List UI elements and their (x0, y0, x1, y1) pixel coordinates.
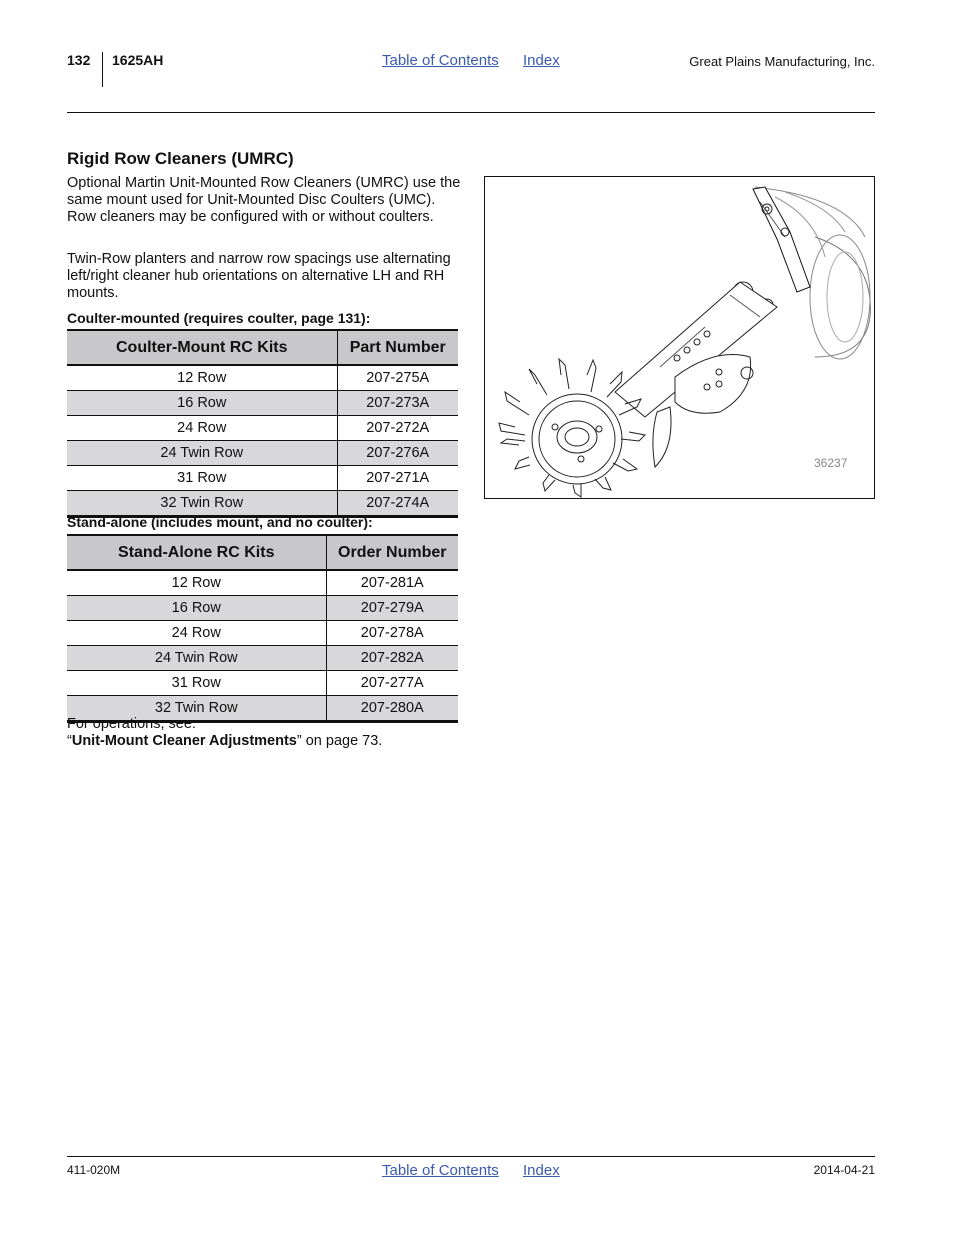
column-header: Coulter-Mount RC Kits (67, 330, 337, 365)
header-toc-link[interactable]: Table of Contents (382, 52, 499, 69)
part-number-cell: 207-272A (337, 416, 458, 441)
cleaner-adjustments-link[interactable]: Unit-Mount Cleaner Adjustments (71, 733, 297, 749)
part-number-cell: 207-276A (337, 441, 458, 466)
document-number: 411-020M (67, 1163, 121, 1177)
model-name: 1625AH (112, 52, 164, 68)
section-title: Rigid Row Cleaners (UMRC) (67, 149, 294, 168)
column-header: Part Number (337, 330, 458, 365)
table-row (67, 570, 458, 596)
operations-reference (67, 716, 382, 750)
kit-cell: 32 Twin Row (67, 491, 337, 517)
row-cleaner-figure (484, 176, 875, 499)
publication-date: 2014-04-21 (813, 1163, 875, 1177)
table-row (67, 441, 458, 466)
column-header: Stand-Alone RC Kits (67, 535, 326, 570)
table-row (67, 416, 458, 441)
figure-number: 36237 (814, 456, 848, 470)
page-reference: ” on page 73. (296, 733, 383, 749)
kit-cell: 31 Row (67, 671, 326, 696)
company-name: Great Plains Manufacturing, Inc. (689, 54, 875, 69)
order-number-cell: 207-277A (326, 671, 458, 696)
table-row (67, 491, 458, 517)
twin-row-paragraph: Twin-Row planters and narrow row spacings use alternating left/right cleaner hub orientations on alternative LH and RH mounts. (67, 251, 451, 301)
part-number-cell: 207-274A (337, 491, 458, 517)
part-number-cell: 207-273A (337, 391, 458, 416)
standalone-kit-table (67, 534, 458, 723)
table-header-row (67, 535, 458, 570)
table-row (67, 671, 458, 696)
table-row (67, 365, 458, 391)
table-row (67, 466, 458, 491)
order-number-cell: 207-279A (326, 596, 458, 621)
header-divider (102, 52, 103, 87)
kit-cell: 12 Row (67, 570, 326, 596)
column-header: Order Number (326, 535, 458, 570)
header-rule (67, 112, 875, 113)
page-number: 132 (67, 52, 91, 68)
kit-cell: 32 Twin Row (67, 696, 326, 722)
order-number-cell: 207-280A (326, 696, 458, 722)
operations-lead: For operations, see: (67, 716, 196, 732)
table-row (67, 596, 458, 621)
kit-cell: 16 Row (67, 596, 326, 621)
standalone-table-caption: Stand-alone (includes mount, and no coulter): (67, 514, 373, 530)
coulter-kit-table (67, 329, 458, 518)
table-row (67, 391, 458, 416)
part-number-cell: 207-271A (337, 466, 458, 491)
kit-cell: 24 Row (67, 416, 337, 441)
footer-index-link[interactable]: Index (523, 1162, 560, 1179)
header-index-link[interactable]: Index (523, 52, 560, 69)
footer-rule (67, 1156, 875, 1157)
row-cleaner-illustration-icon (485, 177, 874, 498)
intro-paragraph: Optional Martin Unit-Mounted Row Cleaners (UMRC) use the same mount used for Unit-Mounted Disc Coulters (UMC). Row cleaners may be configured with or without coulters. (67, 175, 461, 225)
table-header-row (67, 330, 458, 365)
order-number-cell: 207-282A (326, 646, 458, 671)
table-row (67, 646, 458, 671)
kit-cell: 16 Row (67, 391, 337, 416)
part-number-cell: 207-275A (337, 365, 458, 391)
operations-link-line (67, 733, 382, 750)
order-number-cell: 207-281A (326, 570, 458, 596)
order-number-cell: 207-278A (326, 621, 458, 646)
open-quote: “ (67, 733, 72, 749)
kit-cell: 31 Row (67, 466, 337, 491)
table-row (67, 621, 458, 646)
kit-cell: 12 Row (67, 365, 337, 391)
kit-cell: 24 Twin Row (67, 646, 326, 671)
kit-cell: 24 Row (67, 621, 326, 646)
coulter-table-caption: Coulter-mounted (requires coulter, page 131): (67, 310, 371, 326)
footer-toc-link[interactable]: Table of Contents (382, 1162, 499, 1179)
kit-cell: 24 Twin Row (67, 441, 337, 466)
